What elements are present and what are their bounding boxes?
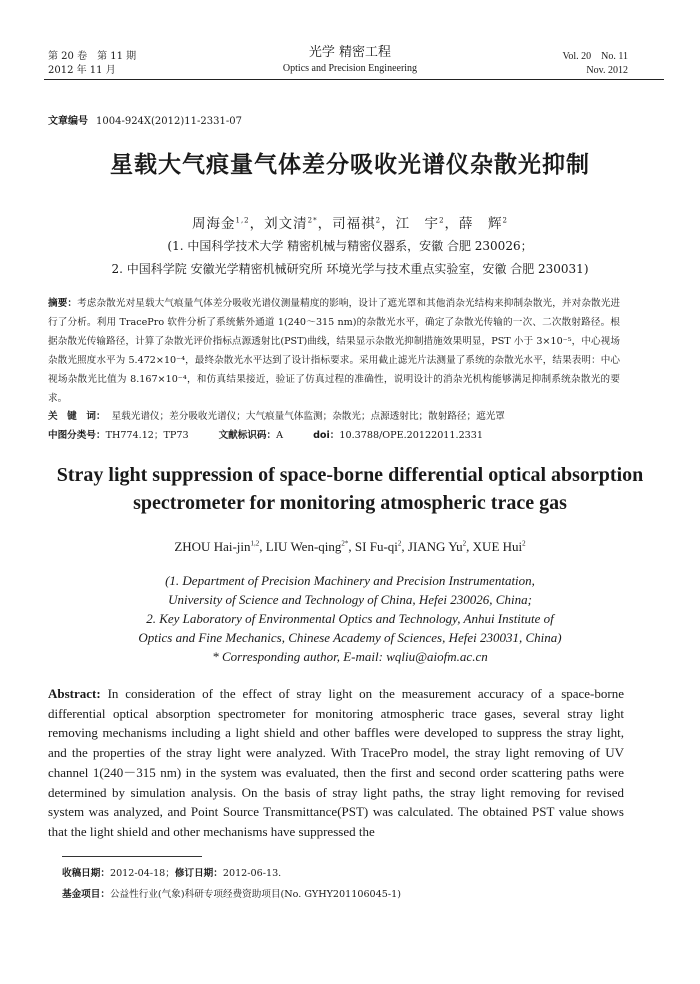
author-en: LIU Wen-qing — [265, 539, 342, 554]
header-rule — [44, 79, 664, 80]
affiliation-en-line: (1. Department of Precision Machinery and Precision Instrumentation, — [165, 573, 535, 588]
classification-line — [48, 426, 648, 445]
affiliation-en-line: 2. Key Laboratory of Environmental Optics and Technology, Anhui Institute of — [146, 611, 554, 626]
author-zh: 薛 辉 — [459, 216, 503, 232]
revised-date: 2012-06-13. — [222, 868, 282, 879]
author-zh-sup: 2 — [375, 216, 382, 225]
header-volume-zh: 第 20 卷 第 11 期 — [48, 51, 137, 62]
footnote-fund — [62, 887, 401, 903]
abstract-zh — [48, 294, 620, 408]
author-en: ZHOU Hai-jin — [174, 539, 251, 554]
author-en-sup: 2* — [341, 539, 349, 548]
affiliation-en-line: University of Science and Technology of China, Hefei 230026, China; — [168, 592, 532, 607]
fund-label: 基金项目： — [62, 889, 110, 900]
affiliations-en — [0, 571, 700, 666]
abstract-en — [48, 684, 624, 842]
footnote-dates — [62, 866, 281, 882]
article-number — [48, 112, 242, 127]
author-en-sup: 2 — [522, 539, 526, 548]
header-date-en: Nov. 2012 — [586, 65, 628, 76]
author-en: XUE Hui — [472, 539, 523, 554]
author-zh-sup: 1,2 — [235, 216, 250, 225]
keywords-zh-text: 星载光谱仪；差分吸收光谱仪；大气痕量气体监测；杂散光；点源透射比；散射路径；遮光罩 — [111, 411, 505, 422]
doc-code-label: 文献标识码： — [218, 430, 277, 441]
header-volume-en: Vol. 20 No. 11 — [562, 51, 628, 62]
authors-zh: 周海金$^{1,2}$，刘文清$^{2*}$，司福祺$^2$，江 宇$^2$，薛 辉$^2$ — [191, 216, 508, 232]
author-en-sup: 2 — [397, 539, 402, 548]
author-en-sup: 1,2 — [250, 539, 260, 548]
footnote-rule — [62, 856, 202, 857]
title-zh: 星载大气痕量气体差分吸收光谱仪杂散光抑制 — [110, 152, 590, 178]
doc-code-value: A — [276, 430, 284, 441]
doi-value: 10.3788/OPE.20122011.2331 — [339, 430, 483, 441]
keywords-zh-label: 关 键 词： — [48, 411, 106, 422]
title-en-line-2: spectrometer for monitoring atmospheric trace gas — [133, 492, 567, 514]
affiliation-en-line: Optics and Fine Mechanics, Chinese Academy of Sciences, Hefei 230031, China) — [138, 630, 562, 645]
author-zh-sup: 2 — [502, 216, 508, 225]
author-en: SI Fu-qi — [354, 539, 398, 554]
doi-label: doi： — [313, 430, 340, 441]
clc-value: TH774.12；TP73 — [105, 430, 189, 441]
fund-text: 公益性行业(气象)科研专项经费资助项目(No. GYHY201106045-1) — [109, 889, 401, 900]
keywords-zh — [48, 407, 620, 426]
author-zh-sup: 2* — [307, 216, 318, 225]
received-label: 收稿日期： — [62, 868, 110, 879]
author-en: JIANG Yu — [407, 539, 463, 554]
article-number-value: 1004-924X(2012)11-2331-07 — [96, 116, 242, 127]
title-en — [0, 461, 700, 517]
abstract-zh-label: 摘要： — [48, 298, 78, 309]
corresponding-author: * Corresponding author, E-mail: wqliu@aiofm.ac.cn — [212, 649, 488, 664]
abstract-en-text: In consideration of the effect of stray light on the measurement accuracy of a space-borne differential optical absorption spectrometer for monitoring atmospheric trace gases, several stray light removing mechanisms including a light shield and other baffles were developed to suppress the stray light, and the properties of the stray light were analyzed. With TracePro model, the stray light removing of UV channel 1(240－315 nm) in the system was evaluated, then the first and second order scattering paths were determined by simulation analysis. On the basis of stray light paths, the stray light removing for revised system was analyzed, and Point Source Transmittance(PST) was calculated. The obtained PST value shows that the light shield and other mechanisms have suppressed the — [48, 686, 624, 839]
author-zh: 江 宇 — [395, 216, 440, 232]
header-date-zh: 2012 年 11 月 — [48, 65, 116, 76]
clc-label: 中图分类号： — [48, 430, 106, 441]
title-en-line-1: Stray light suppression of space-borne differential optical absorption — [56, 464, 644, 486]
article-number-label: 文章编号 — [48, 116, 88, 127]
authors-en: ZHOU Hai-jin$^{1,2}$, LIU Wen-qing$^{2*}$, SI $Fu-qi^2$, JIANG Yu$^2$, XUE Hui$^2$ — [174, 539, 526, 554]
affiliation-zh-2: 2. 中国科学院 安徽光学精密机械研究所 环境光学与技术重点实验室，安徽 合肥 230031) — [111, 262, 589, 276]
author-zh: 周海金 — [191, 216, 236, 232]
author-en-sup: 2 — [462, 539, 467, 548]
affiliation-zh-1: (1. 中国科学技术大学 精密机械与精密仪器系，安徽 合肥 230026； — [167, 239, 533, 253]
journal-name-zh: 光学 精密工程 — [308, 45, 392, 60]
abstract-zh-text: 考虑杂散光对星载大气痕量气体差分吸收光谱仪测量精度的影响，设计了遮光罩和其他消杂光结构来抑制杂散光，并对杂散光进行了分析。利用 TracePro 软件分析了系统紫外通道 1(240～315 nm)的杂散光水平，确定了杂散光传输的一次、二次散射路径。根据杂散光传输路径，计算了杂散光评价指标点源透射比(PST)曲线，结果显示杂散光抑制措施效果明显，PST 小于 3×10⁻⁵，中心视场杂散光照度水平为 5.472×10⁻⁴，最终杂散光水平达到了设计指标要求。采用截止滤光片法测量了系统的杂散光水平，结果表明：中心视场杂散光比值为 8.167×10⁻⁴，和仿真结果接近，验证了仿真过程的准确性，说明设计的消杂光机构能够满足抑制系统杂散光的要求。 — [48, 298, 621, 404]
revised-label: 修订日期： — [174, 868, 223, 879]
author-zh-sup: 2 — [439, 216, 445, 225]
journal-name-en: Optics and Precision Engineering — [282, 63, 418, 74]
received-date: 2012-04-18； — [109, 868, 175, 879]
author-zh: 司福祺 — [332, 216, 376, 232]
header-issue-en — [562, 50, 628, 78]
abstract-en-label: Abstract: — [48, 686, 101, 701]
author-zh: 刘文清 — [264, 216, 308, 232]
